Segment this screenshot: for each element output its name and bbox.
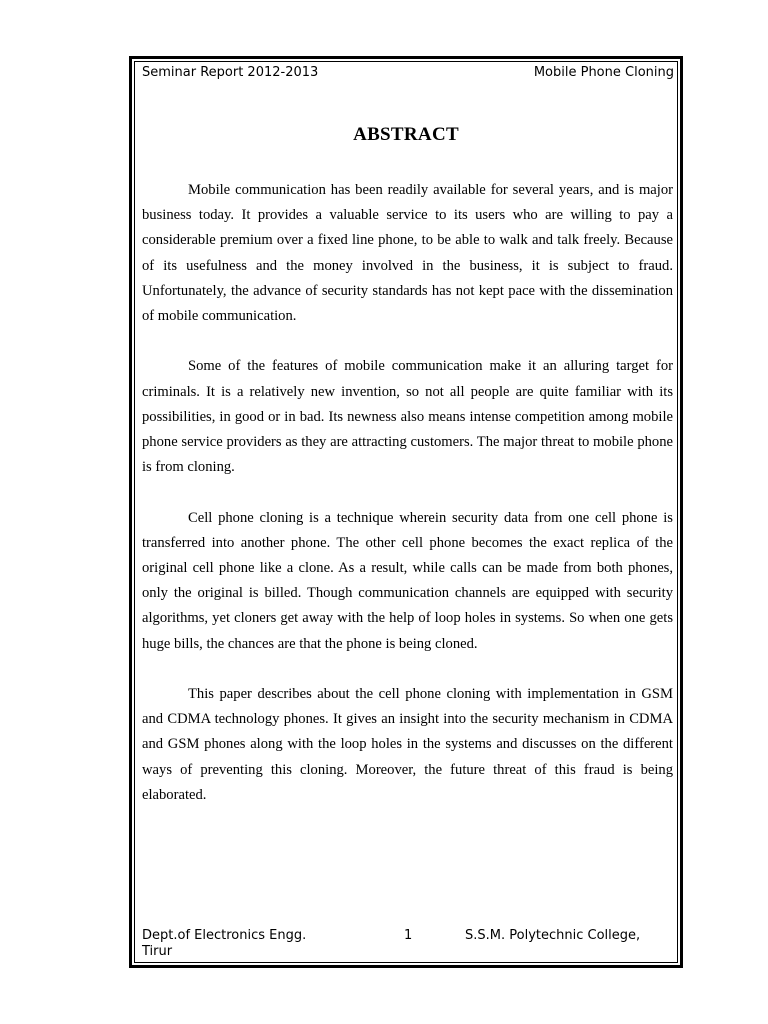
footer-city: Tirur [142,944,173,959]
page-title: ABSTRACT [353,124,459,145]
header-topic: Mobile Phone Cloning [533,65,674,80]
paragraph: Cell phone cloning is a technique wherein security data from one cell phone is transferred into another phone. The other cell phone becomes the exact replica of the original cell phone like a clone. As a result, while calls can be made from both phones, only the original is billed. Though communication channels are equipped with security algorithms, yet cloners get away with the help of loop holes in systems. So when one gets huge bills, the chances are that the phone is being cloned. [142,509,673,652]
paragraph: Some of the features of mobile communication make it an alluring target for criminals. It is a relatively new invention, so not all people are quite familiar with its possibilities, in good or in bad. Its newness also means intense competition among mobile phone service providers as they are attracting customers. The major threat to mobile phone is from cloning. [142,358,673,476]
header-report-title: Seminar Report 2012-2013 [142,65,319,80]
paragraph: Mobile communication has been readily available for several years, and is major business today. It provides a valuable service to its users who are willing to pay a considerable premium over a fixed line phone, to be able to walk and talk freely. Because of its usefulness and the money involved in the business, it is subject to fraud. Unfortunately, the advance of security standards has not kept pace with the dissemination of mobile communication. [142,182,673,325]
page-number: 1 [404,928,413,943]
footer-college: S.S.M. Polytechnic College, [465,928,641,943]
abstract-body [142,178,673,833]
footer-department: Dept.of Electronics Engg. [142,928,307,943]
paragraph: This paper describes about the cell phone cloning with implementation in GSM and CDMA technology phones. It gives an insight into the security mechanism in CDMA and GSM phones along with the loop holes in the systems and discusses on the different ways of preventing this cloning. Moreover, the future threat of this fraud is being elaborated. [142,686,673,803]
running-header [142,64,674,82]
